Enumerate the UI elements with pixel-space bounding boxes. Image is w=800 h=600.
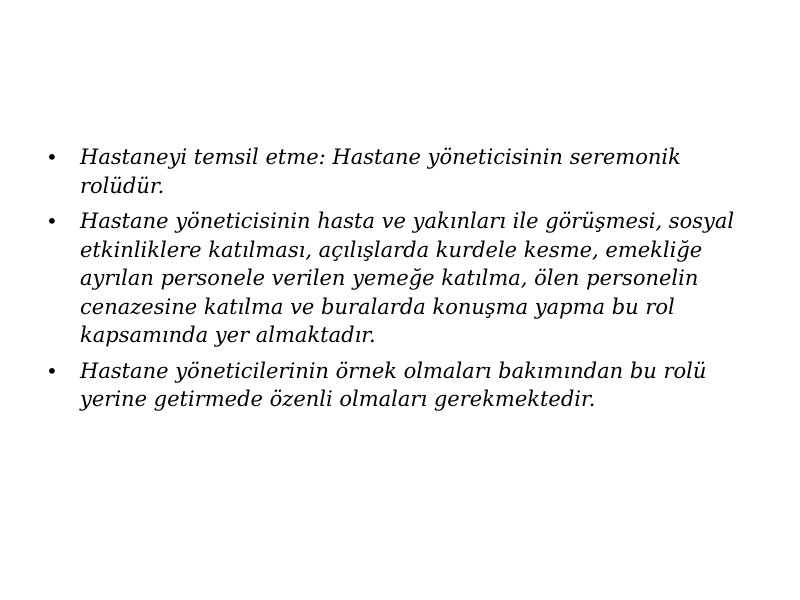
bullet-item-3 — [44, 357, 744, 414]
bullet-item-1 — [44, 143, 744, 200]
bullet-dot-icon: • — [46, 358, 58, 383]
bullet-item-2 — [44, 207, 744, 350]
bullet-list — [44, 143, 744, 421]
bullet-text: Hastaneyi temsil etme: Hastane yöneticisinin seremonik rolüdür. — [80, 145, 681, 198]
bullet-dot-icon: • — [46, 145, 58, 169]
bullet-text: Hastane yöneticilerinin örnek olmaları bakımından bu rolü yerine getirmede özenli olmaları gerekmektedir. — [80, 358, 707, 411]
bullet-dot-icon: • — [46, 209, 58, 233]
bullet-text: Hastane yöneticisinin hasta ve yakınları ile görüşmesi, sosyal etkinliklere katılması, açılışlarda kurdele kesme, emekliğe ayrılan personele verilen yemeğe katılma, ölen personelin cenazesine katılma ve buralarda konuşma yapma bu rol kapsamında yer almaktadır. — [80, 209, 735, 347]
